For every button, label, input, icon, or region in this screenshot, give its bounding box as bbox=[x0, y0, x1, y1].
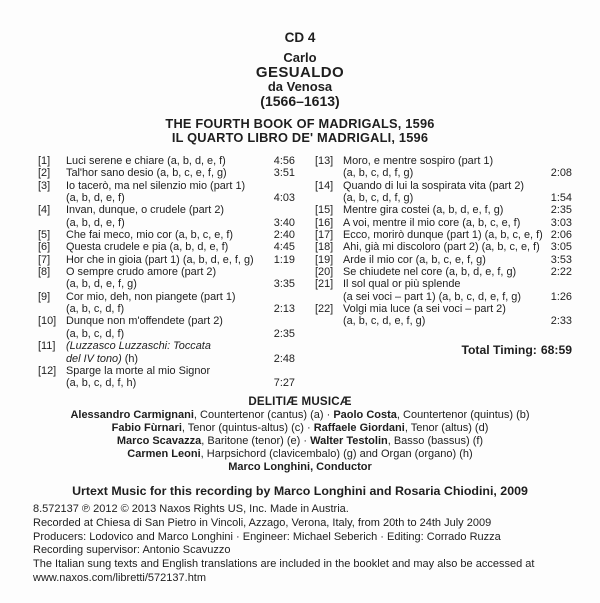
track-duration: 2:40 bbox=[273, 229, 295, 242]
track-number: [7] bbox=[38, 253, 51, 266]
total-timing-label: Total Timing: bbox=[461, 342, 537, 357]
cd-number: CD 4 bbox=[284, 30, 316, 45]
track-title: A voi, mentre il mio core (a, b, c, e, f) bbox=[343, 216, 521, 229]
track-duration: 2:06 bbox=[550, 229, 572, 242]
composer-first-name: Carlo bbox=[283, 50, 317, 65]
performers-list bbox=[0, 409, 600, 474]
total-timing bbox=[315, 343, 572, 357]
track-number bbox=[38, 192, 66, 204]
track-row bbox=[38, 266, 295, 278]
track-title: Mentre gira costei (a, b, d, e, f, g) bbox=[343, 204, 504, 217]
performer-line bbox=[0, 422, 600, 435]
track-title: O sempre crudo amore (part 2) bbox=[66, 266, 217, 279]
track-row bbox=[38, 155, 295, 167]
ensemble-section bbox=[0, 395, 600, 474]
track-row bbox=[38, 328, 295, 340]
production-credits bbox=[33, 503, 580, 586]
performer-name: Carmen Leoni bbox=[127, 447, 201, 460]
track-title: (a, b, d, e, f) bbox=[66, 192, 125, 205]
track-title: Ecco, morirò dunque (part 1) (a, b, c, e, f) bbox=[343, 229, 543, 242]
track-title: Il sol qual or più splende bbox=[343, 278, 461, 291]
track-row bbox=[38, 353, 295, 365]
track-duration: 1:26 bbox=[550, 290, 572, 303]
track-title: Io tacerò, ma nel silenzio mio (part 1) bbox=[66, 179, 246, 192]
track-number: [19] bbox=[315, 253, 334, 266]
track-row bbox=[38, 315, 295, 327]
performer-line bbox=[0, 435, 600, 448]
track-row bbox=[38, 229, 295, 241]
track-title: del IV tono) (h) bbox=[66, 352, 139, 365]
track-number: [4] bbox=[38, 204, 51, 217]
track-row bbox=[38, 180, 295, 192]
track-title: Che fai meco, mio cor (a, b, c, e, f) bbox=[66, 229, 234, 242]
track-title: Hor che in gioia (part 1) (a, b, d, e, f, g) bbox=[66, 253, 254, 266]
track-title-italic: del IV tono) bbox=[66, 352, 122, 365]
credit-line: 8.572137 ℗ 2012 © 2013 Naxos Rights US, Inc. Made in Austria. bbox=[33, 503, 349, 515]
track-row bbox=[315, 254, 572, 266]
track-title: Ahi, già mi discoloro (part 2) (a, b, c, e, f) bbox=[343, 241, 540, 254]
track-row bbox=[38, 278, 295, 290]
track-number bbox=[315, 192, 343, 204]
performer-role: , Countertenor (quintus) (b) bbox=[396, 408, 530, 421]
track-duration: 3:03 bbox=[550, 216, 572, 229]
performer-line bbox=[0, 448, 600, 461]
performer-line bbox=[0, 461, 600, 474]
track-duration: 3:05 bbox=[550, 241, 572, 254]
track-number: [18] bbox=[315, 241, 334, 254]
track-row bbox=[38, 192, 295, 204]
track-title: Questa crudele e pia (a, b, d, e, f) bbox=[66, 241, 229, 254]
track-row bbox=[38, 340, 295, 352]
performer-role: , Tenor (quintus-altus) (c) · bbox=[181, 421, 314, 434]
track-duration: 3:53 bbox=[550, 253, 572, 266]
track-row bbox=[38, 303, 295, 315]
tracklist-column-right bbox=[315, 155, 572, 390]
track-number: [11] bbox=[38, 340, 56, 353]
track-number: [6] bbox=[38, 241, 51, 254]
album-title-italian: IL QUARTO LIBRO DE' MADRIGALI, 1596 bbox=[171, 129, 429, 145]
tracklist-tracks-right bbox=[315, 155, 572, 328]
track-duration: 3:51 bbox=[273, 167, 295, 180]
track-row bbox=[38, 167, 295, 179]
track-row bbox=[38, 291, 295, 303]
track-row bbox=[315, 180, 572, 192]
track-title: Volgi mia luce (a sei voci – part 2) bbox=[343, 303, 506, 316]
tracklist-column-left bbox=[38, 155, 295, 390]
track-duration: 4:03 bbox=[273, 192, 295, 205]
track-number: [20] bbox=[315, 266, 334, 279]
track-title-italic: (Luzzasco Luzzaschi: Toccata bbox=[66, 340, 211, 353]
track-duration: 3:35 bbox=[273, 278, 295, 291]
track-row bbox=[315, 315, 572, 327]
track-row bbox=[315, 217, 572, 229]
performer-role: , Basso (bassus) (f) bbox=[387, 434, 484, 447]
header bbox=[0, 0, 600, 144]
track-row bbox=[315, 278, 572, 290]
track-duration: 7:27 bbox=[273, 377, 295, 390]
track-title: Moro, e mentre sospiro (part 1) bbox=[343, 155, 494, 167]
composer-epithet: da Venosa bbox=[267, 79, 333, 94]
track-number: [22] bbox=[315, 303, 334, 316]
track-title: (a, b, c, d, e, f, g) bbox=[343, 315, 426, 328]
track-number bbox=[38, 217, 66, 229]
track-row bbox=[38, 204, 295, 216]
track-title: (a, b, d, e, f, g) bbox=[66, 278, 137, 291]
performer-name: Marco Longhini, Conductor bbox=[228, 460, 372, 473]
album-title-english: THE FOURTH BOOK OF MADRIGALS, 1596 bbox=[165, 116, 435, 131]
track-title: Tal'hor sano desio (a, b, c, e, f, g) bbox=[66, 167, 227, 180]
performer-name: Marco Scavazza bbox=[116, 434, 202, 447]
track-number: [13] bbox=[315, 155, 334, 167]
composer-last-name: GESUALDO bbox=[255, 64, 345, 81]
track-number bbox=[315, 167, 343, 179]
credit-line: Recording supervisor: Antonio Scavuzzo bbox=[33, 544, 231, 557]
track-number: [14] bbox=[315, 179, 334, 192]
total-timing-value: 68:59 bbox=[540, 342, 572, 357]
track-row bbox=[315, 192, 572, 204]
performer-role: , Tenor (altus) (d) bbox=[404, 421, 489, 434]
track-title: Luci serene e chiare (a, b, d, e, f) bbox=[66, 155, 226, 167]
track-number bbox=[38, 278, 66, 290]
track-row bbox=[38, 365, 295, 377]
track-title: Sparge la morte al mio Signor bbox=[66, 364, 211, 377]
track-number: [10] bbox=[38, 315, 57, 328]
track-number bbox=[315, 315, 343, 327]
track-number: [21] bbox=[315, 278, 334, 291]
track-number bbox=[315, 291, 343, 303]
track-title: (a sei voci – part 1) (a, b, c, d, e, f, g) bbox=[343, 290, 521, 303]
track-number: [15] bbox=[315, 204, 334, 217]
track-number: [16] bbox=[315, 216, 334, 229]
track-title: (a, b, c, d, f) bbox=[66, 303, 125, 316]
track-title: Se chiudete nel core (a, b, d, e, f, g) bbox=[343, 266, 517, 279]
track-number: [5] bbox=[38, 229, 51, 242]
track-number: [17] bbox=[315, 229, 334, 242]
track-duration: 1:54 bbox=[550, 192, 572, 205]
track-row bbox=[315, 155, 572, 167]
track-duration: 2:35 bbox=[273, 327, 295, 340]
tracklist bbox=[38, 155, 572, 390]
credit-line: Producers: Lodovico and Marco Longhini · Engineer: Michael Seberich · Editing: Corrado Ruzza bbox=[33, 530, 501, 543]
track-duration: 2:35 bbox=[550, 204, 572, 217]
track-number: [1] bbox=[38, 155, 51, 167]
performer-name: Fabio Fùrnari bbox=[111, 421, 182, 434]
track-number bbox=[38, 377, 66, 389]
track-duration: 2:08 bbox=[550, 167, 572, 180]
track-duration: 4:45 bbox=[273, 241, 295, 254]
performer-name: Paolo Costa bbox=[333, 408, 397, 421]
track-duration: 2:48 bbox=[273, 352, 295, 365]
track-row bbox=[315, 303, 572, 315]
track-title: Arde il mio cor (a, b, c, e, f, g) bbox=[343, 253, 486, 266]
urtext-credit: Urtext Music for this recording by Marco Longhini and Rosaria Chiodini, 2009 bbox=[72, 484, 528, 498]
performer-name: Walter Testolin bbox=[310, 434, 388, 447]
performer-name: Alessandro Carmignani bbox=[70, 408, 194, 421]
track-number: [2] bbox=[38, 167, 51, 180]
track-number: [9] bbox=[38, 290, 51, 303]
track-row bbox=[38, 241, 295, 253]
track-duration: 4:56 bbox=[273, 155, 295, 167]
track-row bbox=[315, 241, 572, 253]
track-number: [8] bbox=[38, 266, 51, 279]
performer-line bbox=[0, 409, 600, 422]
track-row bbox=[315, 266, 572, 278]
track-number bbox=[38, 328, 66, 340]
track-row bbox=[38, 377, 295, 389]
track-title: Invan, dunque, o crudele (part 2) bbox=[66, 204, 225, 217]
credit-line: Recorded at Chiesa di San Pietro in Vincoli, Azzago, Verona, Italy, from 20th to 24th July 2009 bbox=[33, 516, 492, 529]
performer-name: Raffaele Giordani bbox=[313, 421, 405, 434]
track-number bbox=[38, 303, 66, 315]
track-title: (a, b, c, d, f, g) bbox=[343, 192, 414, 205]
track-row bbox=[315, 204, 572, 216]
performer-role: , Harpsichord (clavicembalo) (g) and Organ (organo) (h) bbox=[200, 447, 473, 460]
track-number: [3] bbox=[38, 179, 51, 192]
composer-dates: (1566–1613) bbox=[260, 93, 340, 109]
track-duration: 3:40 bbox=[273, 216, 295, 229]
track-duration: 1:19 bbox=[273, 253, 295, 266]
ensemble-name: DELITIÆ MUSICÆ bbox=[248, 394, 352, 408]
track-title: (a, b, c, d, f, g) bbox=[343, 167, 414, 180]
track-row bbox=[315, 167, 572, 179]
credit-line: The Italian sung texts and English translations are included in the booklet and may also be accessed at bbox=[33, 558, 535, 571]
track-title bbox=[66, 340, 211, 352]
performer-role: , Countertenor (cantus) (a) · bbox=[193, 408, 334, 421]
track-title: (a, b, c, d, f) bbox=[66, 327, 125, 340]
track-row bbox=[38, 217, 295, 229]
track-title: (a, b, d, e, f) bbox=[66, 216, 125, 229]
track-duration: 2:22 bbox=[550, 266, 572, 279]
track-duration: 2:33 bbox=[550, 315, 572, 328]
track-title: Dunque non m'offendete (part 2) bbox=[66, 315, 223, 328]
track-title: Cor mio, deh, non piangete (part 1) bbox=[66, 290, 236, 303]
track-title: Quando di lui la sospirata vita (part 2) bbox=[343, 179, 524, 192]
track-duration: 2:13 bbox=[273, 303, 295, 316]
performer-role: , Baritone (tenor) (e) · bbox=[201, 434, 311, 447]
track-number: [12] bbox=[38, 364, 57, 377]
track-title: (a, b, c, d, f, h) bbox=[66, 377, 137, 390]
track-row bbox=[315, 291, 572, 303]
track-number bbox=[38, 353, 66, 365]
track-row bbox=[315, 229, 572, 241]
credit-line: www.naxos.com/libretti/572137.htm bbox=[33, 571, 207, 584]
track-row bbox=[38, 254, 295, 266]
